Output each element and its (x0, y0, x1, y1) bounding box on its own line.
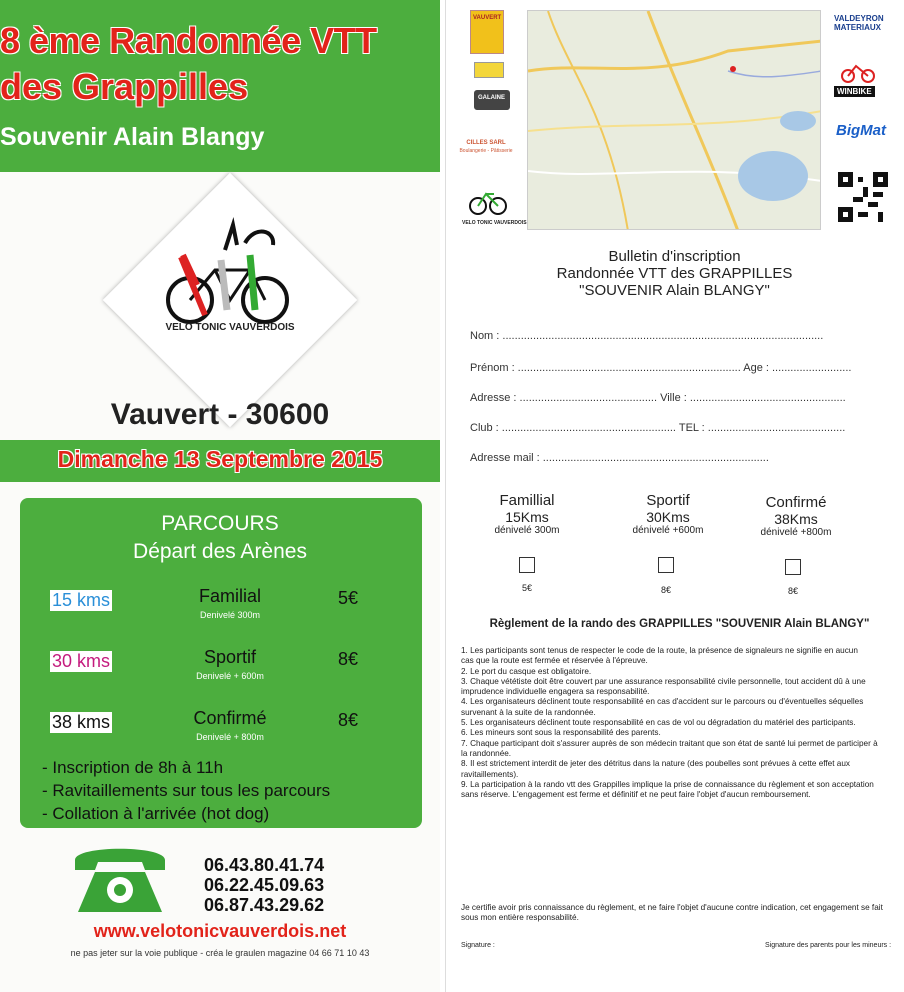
familial-checkbox[interactable] (519, 557, 535, 573)
route-denivele: Denivelé + 800m (196, 732, 264, 742)
rule-line: 7. Chaque participant doit s'assurer auprès de son médecin traitant que son état de santé lui permet de participer à la randonnée. (461, 738, 878, 758)
signature-field[interactable]: Signature : (461, 942, 495, 949)
telephone-icon (70, 840, 170, 920)
option-price: 8€ (787, 586, 798, 596)
phone-number: 06.22.45.09.63 (204, 875, 325, 895)
email-field[interactable]: Adresse mail : .......................................................................... (470, 452, 769, 464)
title-line-2: des Grappilles (0, 66, 249, 107)
option-km: 38Kms (774, 511, 818, 527)
rule-line: 3. Chaque vététiste doit être couvert par une assurance responsabilité civile personnelle, tout accident dû à une (461, 676, 866, 686)
phone-number: 06.87.43.29.62 (204, 895, 325, 915)
winbike-bicycle-icon (838, 60, 878, 84)
galaine-logo (474, 90, 510, 110)
vtv-small-logo-text: VELO TONIC VAUVERDOIS (462, 220, 527, 226)
rule-line: ravitaillements). (461, 769, 519, 779)
option-sportif (613, 492, 723, 536)
rule-line: 4. Les organisateurs déclinent toute responsabilité en cas d'accident sur le parcours ou d'éventuelles séquelles (461, 697, 864, 707)
option-price: 8€ (660, 585, 671, 595)
winbike-logo: WINBIKE (834, 86, 875, 97)
adresse-field[interactable]: Adresse : ............................................. Ville : ................................................... (470, 392, 846, 404)
rule-line: cas que la route est fermée et réservée à l'épreuve. (461, 656, 648, 666)
bulletin-title-line: Randonnée VTT des GRAPPILLES (556, 265, 793, 282)
route-km: 30 kms (52, 651, 111, 671)
route-row (20, 647, 422, 687)
nom-field[interactable]: Nom : ......................................................................................................... (470, 330, 824, 342)
phone-number: 06.43.80.41.74 (204, 855, 325, 875)
title-line-1: 8 ème Randonnée VTT (0, 20, 377, 61)
sportif-checkbox[interactable] (658, 557, 674, 573)
galaine-logo-text: GALAINE (478, 95, 505, 101)
city: Vauvert - 30600 (110, 398, 330, 431)
option-denivele: dénivelé +600m (632, 525, 704, 536)
parcours-title: PARCOURS (161, 512, 279, 535)
vauvert-logo-text: VAUVERT (473, 15, 502, 21)
rule-line: 8. Il est strictement interdit de jeter des détritus dans la nature (des poubelles sont prévues à cette effet aux (461, 759, 850, 769)
bulletin-title-line: Bulletin d'inscription (608, 248, 741, 265)
rule-line: survenant à la suite de la randonnée. (461, 707, 596, 717)
option-price: 5€ (521, 583, 532, 593)
route-denivele: Denivelé + 600m (196, 671, 264, 681)
info-bullet: - Ravitaillements sur tous les parcours (42, 781, 331, 800)
rule-line: 2. Le port du casque est obligatoire. (461, 666, 592, 676)
parcours-subtitle: Départ des Arènes (133, 540, 307, 563)
route-km: 15 kms (52, 590, 111, 610)
route-row (20, 586, 422, 626)
bicycle-logo-icon (155, 215, 305, 355)
confirme-checkbox[interactable] (785, 559, 801, 575)
rule-line: 6. Les mineurs sont sous la responsabilité des parents. (461, 728, 661, 738)
option-familial (472, 492, 582, 536)
bigmat-logo: BigMat (836, 122, 886, 139)
route-denivele: Denivelé 300m (199, 610, 261, 620)
route-name: Confirmé (193, 708, 267, 728)
option-denivele: dénivelé +800m (760, 527, 832, 538)
club-logo-text: VELO TONIC VAUVERDOIS (165, 322, 295, 333)
flyer-front (0, 0, 440, 992)
footer-note: ne pas jeter sur la voie publique - créa le graulen magazine 04 66 71 10 43 (70, 948, 370, 958)
option-denivele: dénivelé 300m (494, 525, 560, 536)
bulletin-title (445, 248, 904, 299)
rule-line: 1. Les participants sont tenus de respecter le code de la route, la présence de signaleurs ne signifie en aucun (461, 646, 858, 655)
route-name: Familial (198, 586, 261, 606)
rules-list (461, 646, 886, 800)
info-bullet: - Collation à l'arrivée (hot dog) (42, 804, 270, 823)
parent-signature-field[interactable]: Signature des parents pour les mineurs : (765, 942, 892, 949)
rule-line: imprudence individuelle engagera sa responsabilité. (461, 687, 650, 697)
option-name: Confirmé (765, 494, 827, 511)
website-link[interactable]: www.velotonicvauverdois.net (93, 921, 347, 941)
map-roads-icon (528, 11, 821, 230)
vauvert-logo (470, 10, 504, 54)
event-date: Dimanche 13 Septembre 2015 (57, 446, 383, 472)
route-price: 5€ (338, 588, 359, 608)
rule-line: 5. Les organisateurs déclinent toute responsabilité en cas de vol ou dégradation du matériel des participants. (461, 718, 856, 728)
option-name: Famillial (499, 492, 555, 509)
route-km: 38 kms (52, 712, 111, 732)
route-row (20, 708, 422, 748)
club-field[interactable]: Club : ......................................................... TEL : ............................................. (470, 422, 846, 434)
route-name: Sportif (203, 647, 257, 667)
route-map[interactable] (527, 10, 821, 230)
route-price: 8€ (338, 649, 359, 669)
cilles-logo-sub: Boulangerie - Pâtisserie (459, 148, 513, 154)
prenom-field[interactable]: Prénom : ......................................................................... Age : .......................... (470, 362, 852, 374)
valdeyron-logo: VALDEYRON MATERIAUX (834, 14, 884, 32)
info-bullet: - Inscription de 8h à 11h (42, 758, 224, 777)
rule-line: 9. La participation à la rando vtt des Grappilles implique la prise de connaissance du règlement et son acceptation sans réserve. L'engagement est ferme et définitif et ne peut faire l'objet d'aucun remboursement. (461, 779, 874, 800)
vtv-small-logo-icon (466, 180, 510, 220)
route-price: 8€ (338, 710, 359, 730)
certification-text: Je certifie avoir pris connaissance du règlement, et ne faire l'objet d'aucune contre indication, cet engagement se fait sous mon entière responsabilité. (461, 903, 883, 923)
option-km: 30Kms (646, 509, 690, 525)
qr-code-icon[interactable] (838, 172, 888, 222)
option-km: 15Kms (505, 509, 549, 525)
option-confirme (741, 494, 851, 538)
rules-title: Règlement de la rando des GRAPPILLES "SOUVENIR Alain BLANGY" (489, 618, 870, 630)
phone-list (204, 855, 324, 915)
cilles-logo: CILLES SARL (466, 140, 506, 146)
option-name: Sportif (646, 492, 690, 509)
sponsor-logo (474, 62, 504, 78)
bulletin-title-line: "SOUVENIR Alain BLANGY" (579, 282, 770, 299)
subtitle: Souvenir Alain Blangy (0, 123, 265, 151)
